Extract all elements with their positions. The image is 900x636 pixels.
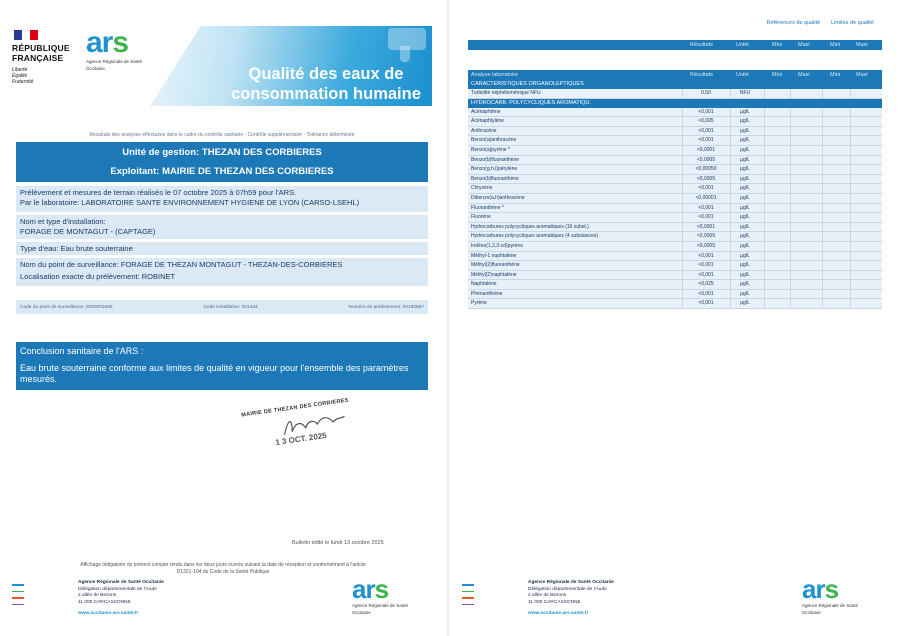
row-result: <0,001 — [698, 204, 714, 211]
results-header-bar — [468, 40, 882, 50]
footer-right-line-3: 2 allée de Bezons — [528, 593, 567, 598]
col-results: Résultats — [690, 42, 713, 48]
row-param: Acénaphtylène — [471, 118, 505, 125]
row-unit: µg/L — [740, 127, 750, 134]
row-result: <0,001 — [698, 214, 714, 221]
footer-ars-ar: ar — [352, 574, 375, 604]
row-result: <0,001 — [698, 262, 714, 269]
table-row — [468, 108, 882, 118]
conclusion-title: Conclusion sanitaire de l'ARS : — [20, 346, 144, 356]
page-title — [216, 64, 436, 104]
col-unit-2: Unité — [736, 72, 749, 78]
water-type-info — [16, 242, 428, 255]
category-organoleptic: CARACTERISTIQUES ORGANOLEPTIQUES — [468, 80, 882, 89]
footer-ars-s: s — [374, 574, 389, 604]
codes-row — [16, 300, 428, 314]
footer-ars-logo — [352, 576, 422, 615]
footer-right-line-1: Agence Régionale de Santé Occitanie — [528, 580, 614, 585]
row-param: Naphtalène — [471, 281, 497, 288]
ars-logo — [86, 28, 156, 78]
row-result: <0,001 — [698, 127, 714, 134]
row-param: Turbidité néphélométrique NFU — [471, 90, 541, 96]
row-result: <0,005 — [698, 118, 714, 125]
analysis-note: Résultats des analyses effectuées dans le cadre du contrôle sanitaire - Contrôle supplémentaire - Tolérance déterminée — [89, 132, 355, 138]
row-unit: µg/L — [740, 166, 750, 173]
code-point: Code du point de surveillance: 0000001565 — [20, 304, 113, 310]
rf-name-line2: FRANÇAISE — [12, 53, 64, 63]
row-param: Méthyl-1 naphtalène — [471, 252, 517, 259]
ars-sub-1: Agence Régionale de Santé — [86, 59, 143, 64]
footer-right-ars-s: s — [824, 574, 839, 604]
town-hall-stamp — [241, 396, 367, 464]
french-flag-icon — [14, 30, 38, 40]
row-param: Dibenzo(a,h)anthracène — [471, 194, 525, 201]
footer-right-ars-logo — [802, 576, 872, 615]
col-lim-maxi: Maxi — [856, 42, 868, 48]
edited-date: Bulletin édité le lundi 13 octobre 2025 — [292, 540, 384, 546]
row-param: Anthracène — [471, 127, 497, 134]
row-result: <0,001 — [698, 185, 714, 192]
footer-website-link[interactable]: www.occitanie.ars.sante.fr — [78, 611, 139, 616]
col-ref-mini-2: Mini — [772, 72, 783, 78]
footer-ars-sub-1: Agence Régionale de Santé — [352, 603, 409, 608]
row-unit: µg/L — [740, 156, 750, 163]
table-row — [468, 165, 882, 175]
table-row — [468, 299, 882, 309]
surveillance-point-name: Nom du point de surveillance: FORAGE DE THEZAN MONTAGUT - THEZAN-DES-CORBIERES — [20, 260, 343, 269]
row-result: <0,0005 — [696, 156, 716, 163]
stamp-text: MAIRIE DE THEZAN DES CORBIERES — [240, 397, 350, 419]
table-row — [468, 213, 882, 223]
stamp-date: 1 3 OCT. 2025 — [274, 430, 328, 448]
row-result: <0,025 — [698, 281, 714, 288]
row-unit: µg/L — [740, 214, 750, 221]
row-param: Chrysène — [471, 185, 493, 192]
quality-limits-label: Limites de qualité — [831, 20, 874, 26]
footer-right-ars-sub-1: Agence Régionale de Santé — [802, 603, 859, 608]
row-result: <0,001 — [698, 137, 714, 144]
ars-logo-s: s — [112, 26, 129, 59]
col-param: Analyse laboratoire — [471, 72, 519, 78]
sampling-line-2: Par le laboratoire: LABORATOIRE SANTE ENVIRONNEMENT HYGIENE DE LYON (CARSO-LSEHL) — [20, 198, 360, 207]
footer-ars-sub-2: Occitanie — [352, 609, 371, 615]
row-param: Phénanthrène — [471, 290, 503, 297]
row-result: <0,001 — [698, 290, 714, 297]
row-unit: µg/L — [740, 242, 750, 249]
table-row — [468, 89, 882, 99]
results-table — [468, 70, 882, 309]
sampling-location: Localisation exacte du prélèvement: ROBINET — [20, 272, 176, 281]
footer-address — [78, 580, 164, 618]
row-result: <0,0001 — [696, 223, 716, 230]
rf-name-line1: RÉPUBLIQUE — [12, 43, 70, 53]
row-param: Benzo(a)anthracène — [471, 137, 517, 144]
row-result: <0,001 — [698, 300, 714, 307]
footer-line-1: Agence Régionale de Santé Occitanie — [78, 580, 164, 585]
footer-right-ars-sub-2: Occitanie — [802, 609, 821, 615]
row-param: Méthyl(2)fluoranthène — [471, 262, 520, 269]
table-row — [468, 156, 882, 166]
conclusion-text: Eau brute souterraine conforme aux limites de qualité en vigueur pour l'ensemble des paramètres mesurés. — [20, 363, 409, 384]
table-row — [468, 242, 882, 252]
row-result: <0,001 — [698, 108, 714, 115]
row-unit: µg/L — [740, 223, 750, 230]
code-installation: Code installation: 001434 — [203, 304, 258, 310]
table-row — [468, 280, 882, 290]
footer-lines-icon — [12, 584, 24, 610]
display-note-2: D1321-104 du Code de la Santé Publique — [176, 568, 270, 575]
col-unit: Unité — [736, 42, 749, 48]
row-unit: µg/L — [740, 137, 750, 144]
col-lim-mini: Mini — [830, 42, 841, 48]
row-param: Fluoranthène * — [471, 204, 504, 211]
rf-motto-2: Égalité — [12, 73, 28, 79]
table-row — [468, 252, 882, 262]
footer-address-right — [528, 580, 614, 618]
table-row — [468, 271, 882, 281]
row-param: Indéno(1,2,3-cd)pyrène — [471, 242, 523, 249]
row-result: <0,001 — [698, 271, 714, 278]
quality-references-label: Références de qualité — [766, 20, 821, 26]
footer-line-3: 2 allée de Bezons — [78, 593, 117, 598]
row-result: <0,0001 — [696, 146, 716, 153]
category-pah: HYDROCARB. POLYCYCLIQUES AROMATIQU. — [468, 99, 882, 108]
row-unit: NFU — [739, 90, 751, 96]
ars-sub-2: Occitanie — [86, 65, 105, 71]
footer-lines-icon-right — [462, 584, 474, 610]
row-param: Hydrocarbures polycycliques aromatiques (16 subst.) — [471, 223, 589, 230]
row-param: Benzo(a)pyrène * — [471, 146, 510, 153]
table-row — [468, 223, 882, 233]
row-unit: µg/L — [740, 300, 750, 307]
faucet-icon — [388, 28, 426, 50]
row-result: <0,0005 — [696, 175, 716, 182]
conclusion-box — [16, 342, 428, 390]
table-row — [468, 194, 882, 204]
title-line-2: consommation humaine — [231, 85, 421, 103]
title-line-1: Qualité des eaux de — [248, 65, 404, 83]
row-unit: µg/L — [740, 233, 750, 240]
footer-right-line-2: Délégation départementale de l'Aude — [528, 586, 607, 592]
row-param: Benzo(k)fluoranthène — [471, 175, 519, 182]
table-row — [468, 175, 882, 185]
sample-number: Numéro de prélèvement: 00180867 — [348, 304, 424, 310]
ars-logo-ar: ar — [86, 26, 113, 59]
row-param: Benzo(b)fluoranthène — [471, 156, 520, 163]
table-row — [468, 127, 882, 137]
footer-right-ars-ar: ar — [802, 574, 825, 604]
left-footer — [0, 576, 430, 626]
row-result: <0,00001 — [695, 194, 717, 201]
row-result: <0,0005 — [696, 233, 716, 240]
table-row — [468, 204, 882, 214]
table-row — [468, 261, 882, 271]
table-row — [468, 290, 882, 300]
col-lim-maxi-2: Maxi — [856, 72, 868, 78]
republique-francaise-logo — [12, 30, 82, 85]
row-param: Pyrène — [471, 300, 487, 307]
col-ref-maxi: Maxi — [798, 42, 810, 48]
row-unit: µg/L — [740, 204, 750, 211]
col-lim-mini-2: Mini — [830, 72, 841, 78]
water-type: Type d'eau: Eau brute souterraine — [20, 244, 133, 253]
installation-info — [16, 215, 428, 239]
footer-line-4: 11 000 CARCASSONNE — [78, 599, 131, 605]
installation-value: FORAGE DE MONTAGUT - (CAPTAGE) — [20, 227, 156, 236]
row-unit: µg/L — [740, 290, 750, 297]
rf-motto-3: Fraternité — [12, 79, 34, 85]
table-row — [468, 117, 882, 127]
row-unit: µg/L — [740, 175, 750, 182]
row-param: Hydrocarbures polycycliques aromatiques (4 substances) — [471, 233, 599, 240]
table-header — [468, 70, 882, 80]
row-unit: µg/L — [740, 252, 750, 259]
row-result: <0,00050 — [695, 166, 717, 173]
right-footer — [450, 576, 880, 626]
pah-rows — [468, 108, 882, 309]
sampling-info — [16, 186, 428, 212]
col-results-2: Résultats — [690, 72, 713, 78]
row-param: Fluorène — [471, 214, 491, 221]
management-unit: Unité de gestion: THEZAN DES CORBIERES — [122, 147, 322, 158]
row-unit: µg/L — [740, 262, 750, 269]
display-note-1: Affichage obligatoire du présent compte rendu dans les deux jours ouvrés suivant la date de réception et conformément à l'article — [80, 562, 366, 568]
surveillance-point-info — [16, 258, 428, 286]
footer-right-website-link[interactable]: www.occitanie.ars.sante.fr — [528, 611, 589, 616]
col-ref-maxi-2: Maxi — [798, 72, 810, 78]
table-row — [468, 184, 882, 194]
table-row — [468, 232, 882, 242]
row-param: Méthyl(2)naphtalène — [471, 271, 517, 278]
installation-label: Nom et type d'installation: — [20, 217, 106, 226]
sampling-line-1: Prélèvement et mesures de terrain réalisés le 07 octobre 2025 à 07h59 pour l'ARS. — [20, 188, 297, 197]
rf-motto-1: Liberté — [12, 67, 28, 73]
footer-right-line-4: 11 000 CARCASSONNE — [528, 599, 581, 605]
row-unit: µg/L — [740, 194, 750, 201]
row-unit: µg/L — [740, 118, 750, 125]
row-param: Acénaphtène — [471, 108, 501, 115]
table-row — [468, 136, 882, 146]
row-unit: µg/L — [740, 185, 750, 192]
results-top-header — [468, 20, 882, 50]
row-result: <0,0005 — [696, 242, 716, 249]
row-result: <0,001 — [698, 252, 714, 259]
row-unit: µg/L — [740, 108, 750, 115]
table-row — [468, 146, 882, 156]
row-param: Benzo(g,h,i)pérylène — [471, 166, 518, 173]
row-result: 0,50 — [701, 90, 711, 96]
row-unit: µg/L — [740, 281, 750, 288]
footer-line-2: Délégation départementale de l'Aude — [78, 586, 157, 592]
col-ref-mini: Mini — [772, 42, 783, 48]
row-unit: µg/L — [740, 271, 750, 278]
row-unit: µg/L — [740, 146, 750, 153]
operator: Exploitant: MAIRIE DE THEZAN DES CORBIERES — [110, 166, 334, 177]
